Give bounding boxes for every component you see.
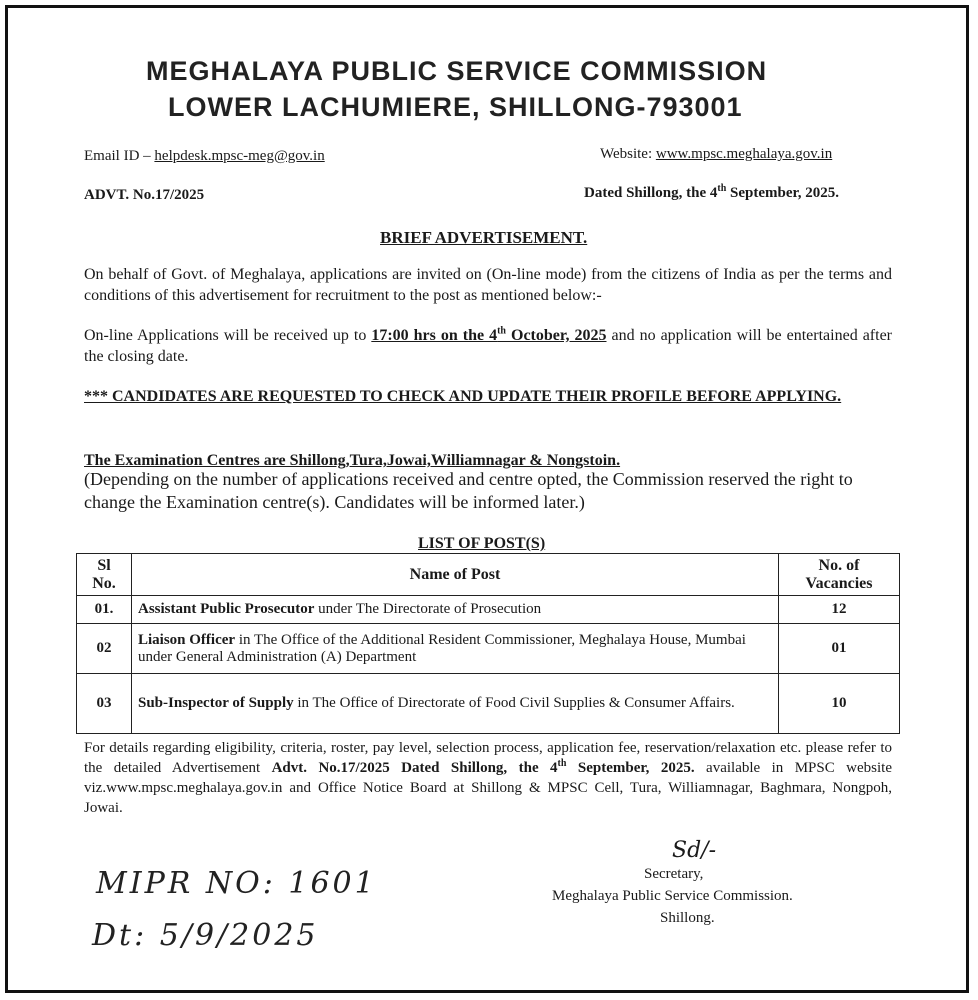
row-vacancies: 10 — [779, 674, 900, 734]
closing-paragraph — [84, 325, 892, 367]
table-row — [77, 674, 900, 734]
table-row — [77, 624, 900, 674]
email-link[interactable]: helpdesk.mpsc-meg@gov.in — [154, 148, 325, 164]
details-paragraph: For details regarding eligibility, criteria, roster, pay level, selection process, application fee, reservation/relaxation etc. please refer to the detailed Advertisement Advt. No.17/2025 Dated Shillong, the 4th September, 2025. available in MPSC website viz.www.mpsc.meghalaya.gov.in and Office Notice Board at Shillong & MPSC Cell, Tura, Williamnagar, Baghmara, Nongpoh, Jowai. — [84, 740, 892, 816]
posts-title: LIST OF POST(S) — [418, 535, 546, 552]
posts-header-row — [77, 554, 900, 596]
handwritten-date: Dt: 5/9/2025 — [92, 918, 319, 953]
row-sl: 02 — [77, 624, 132, 674]
row-sl: 03 — [77, 674, 132, 734]
email-line — [84, 148, 325, 165]
document-title: BRIEF ADVERTISEMENT. — [380, 228, 588, 247]
commission-address: LOWER LACHUMIERE, SHILLONG-793001 — [168, 92, 743, 122]
advt-date-suffix: September, 2025. — [726, 185, 840, 201]
header-sl: Sl No. — [77, 554, 132, 596]
header-vacancies: No. of Vacancies — [779, 554, 900, 596]
row-post: Assistant Public Prosecutor under The Directorate of Prosecution — [132, 596, 779, 624]
row-vacancies: 12 — [779, 596, 900, 624]
row-sl: 01. — [77, 596, 132, 624]
closing-deadline: 17:00 hrs on the 4th October, 2025 — [371, 325, 607, 344]
email-label: Email ID – — [84, 148, 155, 164]
website-link[interactable]: www.mpsc.meghalaya.gov.in — [655, 146, 833, 162]
row-post: Liaison Officer in The Office of the Additional Resident Commissioner, Meghalaya House, Mumbai under General Administration (A) Department — [132, 624, 779, 674]
closing-suffix: and no application will be entertained after the closing date. — [84, 327, 893, 365]
advt-date-prefix: Dated Shillong, the 4 — [584, 185, 718, 201]
table-row — [77, 596, 900, 624]
website-line — [600, 146, 832, 163]
row-post: Sub-Inspector of Supply in The Office of Directorate of Food Civil Supplies & Consumer Affairs. — [132, 674, 779, 734]
signatory-place: Shillong. — [660, 910, 715, 926]
signatory-title: Secretary, — [644, 866, 704, 882]
posts-table — [76, 553, 900, 734]
intro-paragraph: On behalf of Govt. of Meghalaya, applications are invited on (On-line mode) from the citizens of India as per the terms and conditions of this advertisement for recruitment to the post as mentioned below:- — [84, 266, 892, 304]
centres-note: (Depending on the number of applications received and centre opted, the Commission reserved the right to change the Examination centre(s). Candidates will be informed later.) — [84, 469, 853, 512]
row-vacancies: 01 — [779, 624, 900, 674]
advt-date — [584, 185, 839, 202]
signatory-office: Meghalaya Public Service Commission. — [552, 888, 793, 904]
centres-heading: The Examination Centres are Shillong,Tura,Jowai,Williamnagar & Nongstoin. — [84, 452, 621, 469]
header-name: Name of Post — [132, 554, 779, 596]
website-label: Website: — [600, 146, 656, 162]
handwritten-reference: MIPR NO: 1601 — [96, 866, 377, 901]
profile-notice: *** CANDIDATES ARE REQUESTED TO CHECK AND UPDATE THEIR PROFILE BEFORE APPLYING. — [84, 388, 842, 405]
advt-number: ADVT. No.17/2025 — [84, 187, 205, 203]
closing-prefix: On-line Applications will be received up to — [84, 327, 372, 344]
commission-name: MEGHALAYA PUBLIC SERVICE COMMISSION — [146, 56, 768, 86]
signature-mark: Sd/- — [672, 838, 716, 863]
advt-date-sup: th — [717, 183, 727, 194]
